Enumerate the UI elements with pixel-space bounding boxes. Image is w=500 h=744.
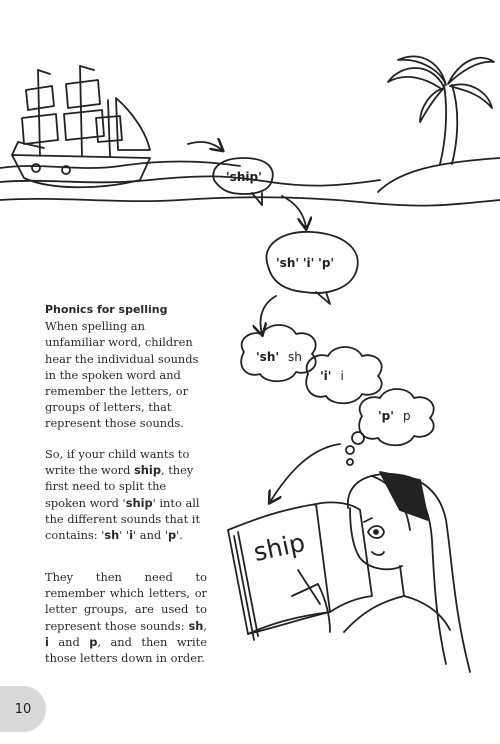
page-number-tab — [0, 686, 46, 732]
page-number: 10 — [14, 701, 32, 717]
bubble-split-text: 'sh' 'i' 'p' — [276, 256, 335, 270]
paragraph-3: They then need to remember which letters, or letter groups, are used to represent those sounds: sh, i and p, and then write those letters down in order. — [45, 570, 207, 666]
bubble-i-shape — [306, 347, 381, 403]
paragraph-1: When spelling an unfamiliar word, children hear the individual sounds in the spoken word and remember the letters, or groups of letters, that represent those sounds. — [45, 319, 199, 431]
bubble-p-text: 'p' p — [378, 409, 411, 423]
arrow-bubble-to-split — [282, 196, 306, 228]
section-heading: Phonics for spelling — [45, 303, 168, 316]
thought-dot-large — [352, 432, 364, 444]
arrow-ship-to-bubble — [188, 142, 222, 150]
island-with-palm-tree — [378, 56, 500, 192]
girl-drawing — [292, 472, 470, 672]
book-word-ship: ship — [250, 527, 308, 567]
thought-dot-medium — [346, 446, 354, 454]
sailing-ship-drawing — [12, 66, 150, 187]
arrow-to-book — [270, 444, 340, 502]
bubble-ship-text: 'ship' — [226, 170, 262, 184]
paragraph-2: So, if your child wants to write the word ship, they first need to split the spoken word 'ship' into all the different sounds that it contains: 'sh' 'i' and 'p'. — [45, 447, 201, 543]
thought-dot-small — [347, 459, 353, 465]
bubble-i-text: 'i' i — [320, 369, 344, 383]
section-intro — [45, 302, 207, 432]
bubble-sh-text: 'sh' sh — [256, 350, 302, 364]
